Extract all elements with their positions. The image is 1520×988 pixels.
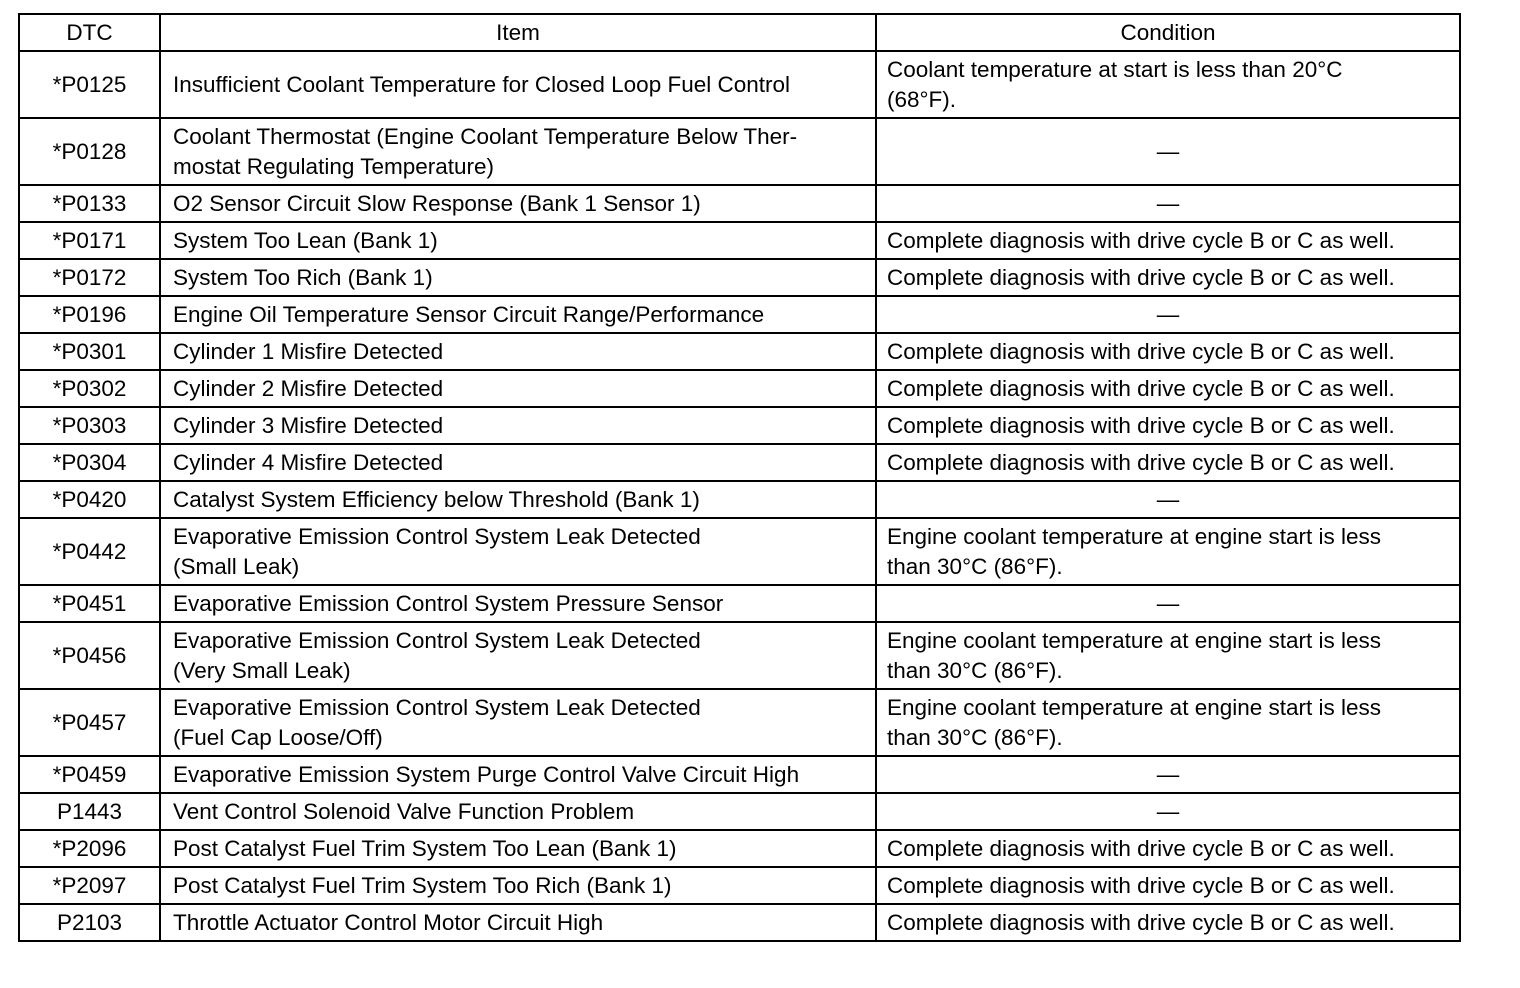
condition-line: Complete diagnosis with drive cycle B or C as well. <box>887 338 1395 364</box>
condition-line: than 30°C (86°F). <box>887 553 1063 579</box>
condition-line: Complete diagnosis with drive cycle B or C as well. <box>887 909 1395 935</box>
table-row <box>19 622 1460 689</box>
dtc-code: *P0459 <box>19 756 160 793</box>
condition-line: Engine coolant temperature at engine start is less <box>887 523 1382 549</box>
item-line: Insufficient Coolant Temperature for Closed Loop Fuel Control <box>173 71 791 97</box>
item-line: Evaporative Emission Control System Leak Detected <box>173 627 701 653</box>
condition-cell <box>876 444 1460 481</box>
condition-cell <box>876 51 1460 118</box>
condition-cell <box>876 867 1460 904</box>
item-line: mostat Regulating Temperature) <box>173 153 494 179</box>
header-condition: Condition <box>876 14 1460 51</box>
dtc-code: *P2097 <box>19 867 160 904</box>
item-line: Post Catalyst Fuel Trim System Too Lean (Bank 1) <box>173 835 677 861</box>
item-line: Throttle Actuator Control Motor Circuit High <box>173 909 604 935</box>
condition-cell <box>876 904 1460 941</box>
condition-line: — <box>1156 761 1180 787</box>
condition-line: Complete diagnosis with drive cycle B or C as well. <box>887 872 1395 898</box>
item-line: Coolant Thermostat (Engine Coolant Temperature Below Ther- <box>173 123 798 149</box>
condition-line: — <box>1156 798 1180 824</box>
condition-cell <box>876 222 1460 259</box>
condition-cell <box>876 756 1460 793</box>
dtc-code: *P0451 <box>19 585 160 622</box>
condition-line: than 30°C (86°F). <box>887 657 1063 683</box>
header-item: Item <box>160 14 876 51</box>
item-cell <box>160 793 876 830</box>
dtc-code: *P0442 <box>19 518 160 585</box>
item-line: O2 Sensor Circuit Slow Response (Bank 1 Sensor 1) <box>173 190 701 216</box>
item-cell <box>160 756 876 793</box>
item-cell <box>160 585 876 622</box>
dtc-code: *P0172 <box>19 259 160 296</box>
item-cell <box>160 830 876 867</box>
condition-cell <box>876 370 1460 407</box>
dtc-code: *P0457 <box>19 689 160 756</box>
table-row <box>19 118 1460 185</box>
condition-line: Complete diagnosis with drive cycle B or C as well. <box>887 412 1395 438</box>
item-line: Post Catalyst Fuel Trim System Too Rich (Bank 1) <box>173 872 672 898</box>
condition-cell <box>876 518 1460 585</box>
condition-cell <box>876 585 1460 622</box>
condition-line: Complete diagnosis with drive cycle B or C as well. <box>887 375 1395 401</box>
item-line: (Small Leak) <box>173 553 300 579</box>
dtc-code: *P2096 <box>19 830 160 867</box>
table-row <box>19 689 1460 756</box>
condition-line: Complete diagnosis with drive cycle B or C as well. <box>887 835 1395 861</box>
item-cell <box>160 518 876 585</box>
dtc-code: P1443 <box>19 793 160 830</box>
table-body <box>19 51 1460 941</box>
table-row <box>19 333 1460 370</box>
table-row <box>19 444 1460 481</box>
item-line: Engine Oil Temperature Sensor Circuit Range/Performance <box>173 301 765 327</box>
item-line: Evaporative Emission Control System Leak Detected <box>173 523 701 549</box>
dtc-code: *P0128 <box>19 118 160 185</box>
item-cell <box>160 444 876 481</box>
condition-line: — <box>1156 301 1180 327</box>
item-line: System Too Lean (Bank 1) <box>173 227 438 253</box>
condition-line: Coolant temperature at start is less than 20°C <box>887 56 1343 82</box>
item-line: (Fuel Cap Loose/Off) <box>173 724 383 750</box>
condition-line: Engine coolant temperature at engine start is less <box>887 694 1382 720</box>
item-line: Evaporative Emission Control System Leak Detected <box>173 694 701 720</box>
condition-cell <box>876 689 1460 756</box>
header-row <box>19 14 1460 51</box>
condition-line: Complete diagnosis with drive cycle B or C as well. <box>887 264 1395 290</box>
item-cell <box>160 867 876 904</box>
dtc-code: *P0420 <box>19 481 160 518</box>
item-cell <box>160 259 876 296</box>
condition-cell <box>876 333 1460 370</box>
dtc-code: *P0133 <box>19 185 160 222</box>
item-cell <box>160 689 876 756</box>
condition-cell <box>876 622 1460 689</box>
table-row <box>19 793 1460 830</box>
item-cell <box>160 118 876 185</box>
dtc-code: P2103 <box>19 904 160 941</box>
table-row <box>19 370 1460 407</box>
table-row <box>19 51 1460 118</box>
condition-line: Engine coolant temperature at engine start is less <box>887 627 1382 653</box>
table-row <box>19 222 1460 259</box>
condition-cell <box>876 118 1460 185</box>
table-row <box>19 296 1460 333</box>
table-row <box>19 867 1460 904</box>
table-row <box>19 904 1460 941</box>
condition-cell <box>876 296 1460 333</box>
item-cell <box>160 296 876 333</box>
condition-line: (68°F). <box>887 86 957 112</box>
item-cell <box>160 622 876 689</box>
condition-line: — <box>1156 486 1180 512</box>
item-cell <box>160 333 876 370</box>
item-line: Cylinder 2 Misfire Detected <box>173 375 444 401</box>
dtc-code: *P0196 <box>19 296 160 333</box>
table-row <box>19 585 1460 622</box>
table-row <box>19 481 1460 518</box>
item-cell <box>160 904 876 941</box>
item-line: (Very Small Leak) <box>173 657 351 683</box>
condition-line: — <box>1156 590 1180 616</box>
condition-cell <box>876 481 1460 518</box>
dtc-code: *P0456 <box>19 622 160 689</box>
dtc-code: *P0125 <box>19 51 160 118</box>
item-line: Evaporative Emission System Purge Control Valve Circuit High <box>173 761 800 787</box>
dtc-code: *P0304 <box>19 444 160 481</box>
table-row <box>19 830 1460 867</box>
dtc-code: *P0303 <box>19 407 160 444</box>
dtc-code: *P0302 <box>19 370 160 407</box>
item-cell <box>160 370 876 407</box>
condition-cell <box>876 259 1460 296</box>
table-row <box>19 185 1460 222</box>
item-cell <box>160 222 876 259</box>
item-line: Cylinder 4 Misfire Detected <box>173 449 444 475</box>
item-cell <box>160 185 876 222</box>
table-row <box>19 259 1460 296</box>
condition-line: Complete diagnosis with drive cycle B or C as well. <box>887 449 1395 475</box>
condition-line: — <box>1156 138 1180 164</box>
item-cell <box>160 407 876 444</box>
item-cell <box>160 481 876 518</box>
condition-line: Complete diagnosis with drive cycle B or C as well. <box>887 227 1395 253</box>
table-row <box>19 518 1460 585</box>
condition-cell <box>876 830 1460 867</box>
item-line: Cylinder 3 Misfire Detected <box>173 412 444 438</box>
item-cell <box>160 51 876 118</box>
condition-cell <box>876 793 1460 830</box>
condition-cell <box>876 185 1460 222</box>
item-line: Evaporative Emission Control System Pressure Sensor <box>173 590 724 616</box>
dtc-code: *P0171 <box>19 222 160 259</box>
item-line: Cylinder 1 Misfire Detected <box>173 338 444 364</box>
condition-line: than 30°C (86°F). <box>887 724 1063 750</box>
table-row <box>19 756 1460 793</box>
dtc-table <box>18 13 1461 942</box>
item-line: Vent Control Solenoid Valve Function Problem <box>173 798 635 824</box>
item-line: Catalyst System Efficiency below Threshold (Bank 1) <box>173 486 700 512</box>
header-dtc: DTC <box>19 14 160 51</box>
table-row <box>19 407 1460 444</box>
item-line: System Too Rich (Bank 1) <box>173 264 433 290</box>
condition-cell <box>876 407 1460 444</box>
condition-line: — <box>1156 190 1180 216</box>
dtc-code: *P0301 <box>19 333 160 370</box>
